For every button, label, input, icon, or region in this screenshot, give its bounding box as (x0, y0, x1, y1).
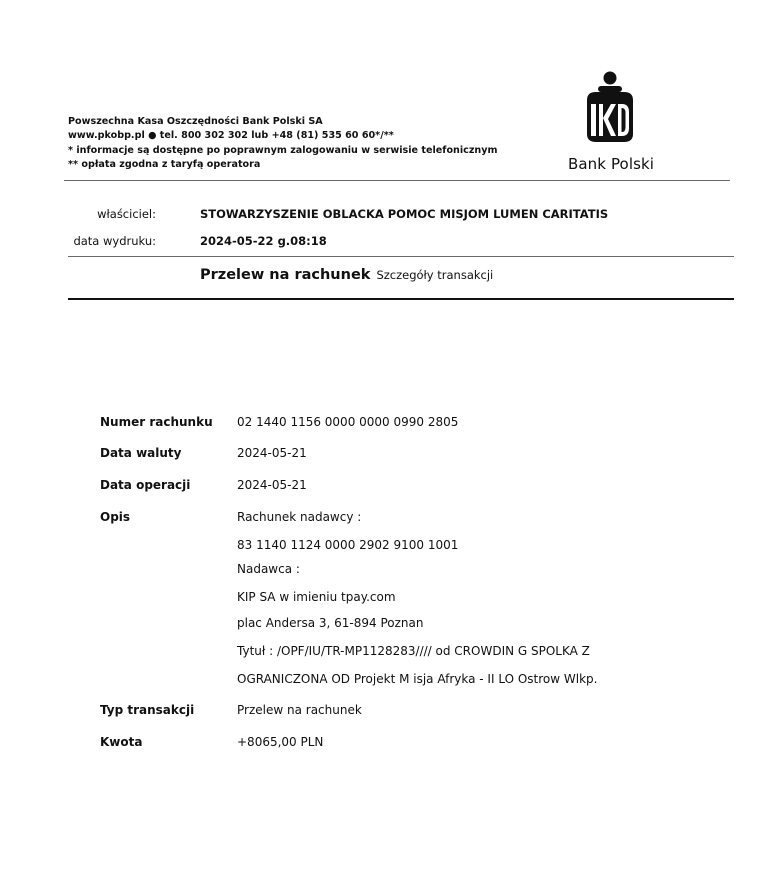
bank-contact: www.pkobp.pl ● tel. 800 302 302 lub +48 (81) 535 60 60*/** (68, 130, 394, 142)
type-label: Typ transakcji (100, 703, 195, 717)
amount-value: +8065,00 PLN (237, 735, 324, 749)
type-value: Przelew na rachunek (237, 703, 362, 717)
bank-note-2: ** opłata zgodna z taryfą operatora (68, 158, 261, 170)
title-bottom-divider (68, 298, 734, 300)
title-sub: Szczegóły transakcji (376, 268, 494, 282)
logo-text: Bank Polski (568, 155, 655, 173)
value-date: 2024-05-21 (237, 446, 307, 460)
description-line: KIP SA w imieniu tpay.com (237, 590, 396, 604)
description-line: Tytuł : /OPF/IU/TR-MP1128283//// od CROWDIN G SPOLKA Z (237, 644, 590, 658)
bank-name: Powszechna Kasa Oszczędności Bank Polski SA (68, 116, 323, 127)
value-date-label: Data waluty (100, 446, 182, 460)
description-line: 83 1140 1124 0000 2902 9100 1001 (237, 538, 459, 552)
page-title (200, 267, 493, 283)
print-date-label: data wydruku: (73, 234, 156, 248)
operation-date: 2024-05-21 (237, 478, 307, 492)
description-line: OGRANICZONA OD Projekt M isja Afryka - II LO Ostrow Wlkp. (237, 672, 598, 686)
account-label: Numer rachunku (100, 415, 213, 429)
header-divider (64, 180, 730, 181)
title-top-divider (68, 256, 734, 257)
bank-note-1: * informacje są dostępne po poprawnym zalogowaniu w serwisie telefonicznym (68, 144, 498, 156)
title-main: Przelew na rachunek (200, 267, 371, 283)
operation-date-label: Data operacji (100, 478, 191, 492)
description-line: plac Andersa 3, 61-894 Poznan (237, 616, 424, 630)
print-date-value: 2024-05-22 g.08:18 (200, 234, 327, 248)
owner-value: STOWARZYSZENIE OBLACKA POMOC MISJOM LUMEN CARITATIS (200, 207, 609, 221)
bank-info (68, 115, 498, 172)
owner-label: właściciel: (97, 207, 156, 221)
amount-label: Kwota (100, 735, 143, 749)
description-label: Opis (100, 510, 131, 524)
description-line: Rachunek nadawcy : (237, 510, 362, 524)
pko-bank-logo-icon (578, 70, 642, 146)
description-line: Nadawca : (237, 562, 300, 576)
account-value: 02 1440 1156 0000 0000 0990 2805 (237, 415, 459, 429)
